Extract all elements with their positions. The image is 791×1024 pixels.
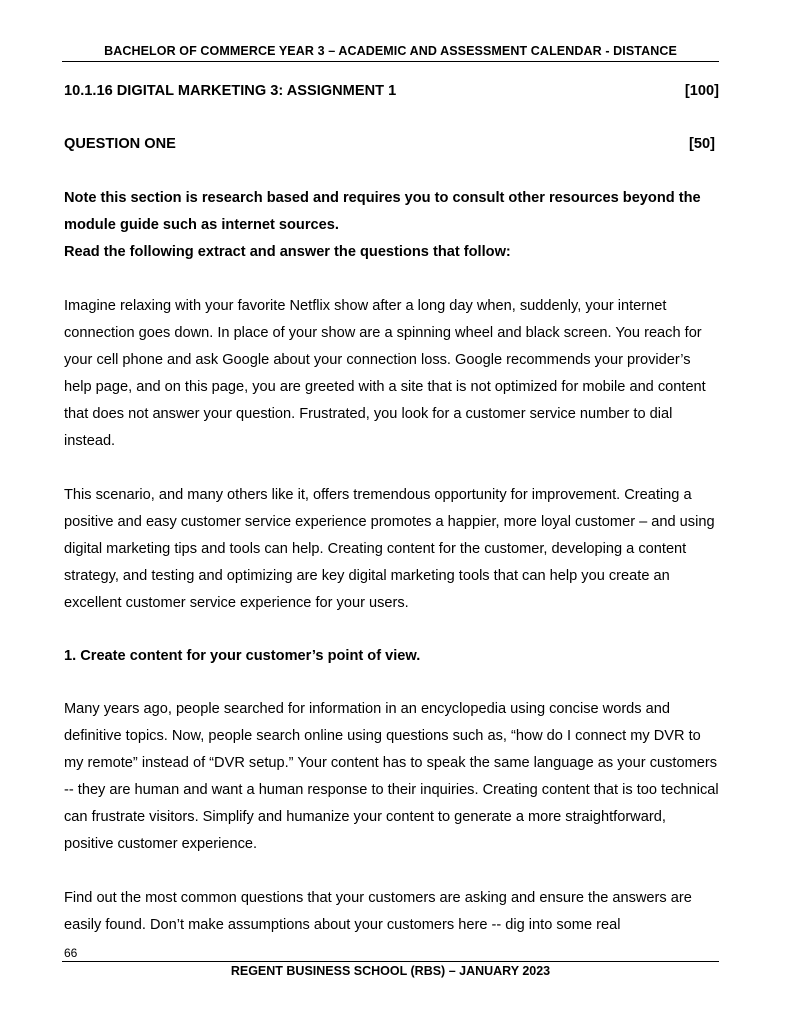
- question-heading: [64, 131, 719, 158]
- assignment-heading: [64, 78, 719, 105]
- read-instruction: Read the following extract and answer the questions that follow:: [64, 244, 511, 260]
- page-header: BACHELOR OF COMMERCE YEAR 3 – ACADEMIC AND ASSESSMENT CALENDAR - DISTANCE: [62, 44, 719, 62]
- research-note: Note this section is research based and requires you to consult other resources beyond the module guide such as internet sources.: [64, 190, 701, 233]
- extract-paragraph-2: This scenario, and many others like it, offers tremendous opportunity for improvement. Creating a positive and easy customer service experience promotes a happier, more loyal customer – and using digital marketing tips and tools can help. Creating content for the customer, developing a content strategy, and testing and optimizing are key digital marketing tools that can help you create an excellent customer service experience for your users.: [64, 487, 715, 611]
- question-marks: [50]: [689, 136, 715, 152]
- extract-paragraph-1: Imagine relaxing with your favorite Netflix show after a long day when, suddenly, your internet connection goes down. In place of your show are a spinning wheel and black screen. You reach for your cell phone and ask Google about your connection loss. Google recommends your provider’s help page, and on this page, you are greeted with a site that is not optimized for mobile and content that does not answer your question. Frustrated, you look for a customer service number to dial instead.: [64, 298, 706, 449]
- document-body: [64, 78, 719, 939]
- footer-divider: [62, 961, 719, 962]
- assignment-title: 10.1.16 DIGITAL MARKETING 3: ASSIGNMENT 1: [64, 83, 397, 99]
- question-title: QUESTION ONE: [64, 136, 176, 152]
- page-number: 66: [64, 946, 78, 960]
- page-footer: REGENT BUSINESS SCHOOL (RBS) – JANUARY 2023: [230, 964, 551, 978]
- extract-paragraph-4: Find out the most common questions that your customers are asking and ensure the answers are easily found. Don’t make assumptions about your customers here -- dig into some real: [64, 890, 692, 933]
- extract-paragraph-3: Many years ago, people searched for information in an encyclopedia using concise words and definitive topics. Now, people search online using questions such as, “how do I connect my DVR to my remote” instead of “DVR setup.” Your content has to speak the same language as your customers -- they are human and want a human response to their inquiries. Creating content that is too technical can frustrate visitors. Simplify and humanize your content to generate a more straightforward, positive customer experience.: [64, 701, 719, 852]
- assignment-marks: [100]: [684, 83, 719, 99]
- section-heading-1: 1. Create content for your customer’s point of view.: [64, 648, 421, 664]
